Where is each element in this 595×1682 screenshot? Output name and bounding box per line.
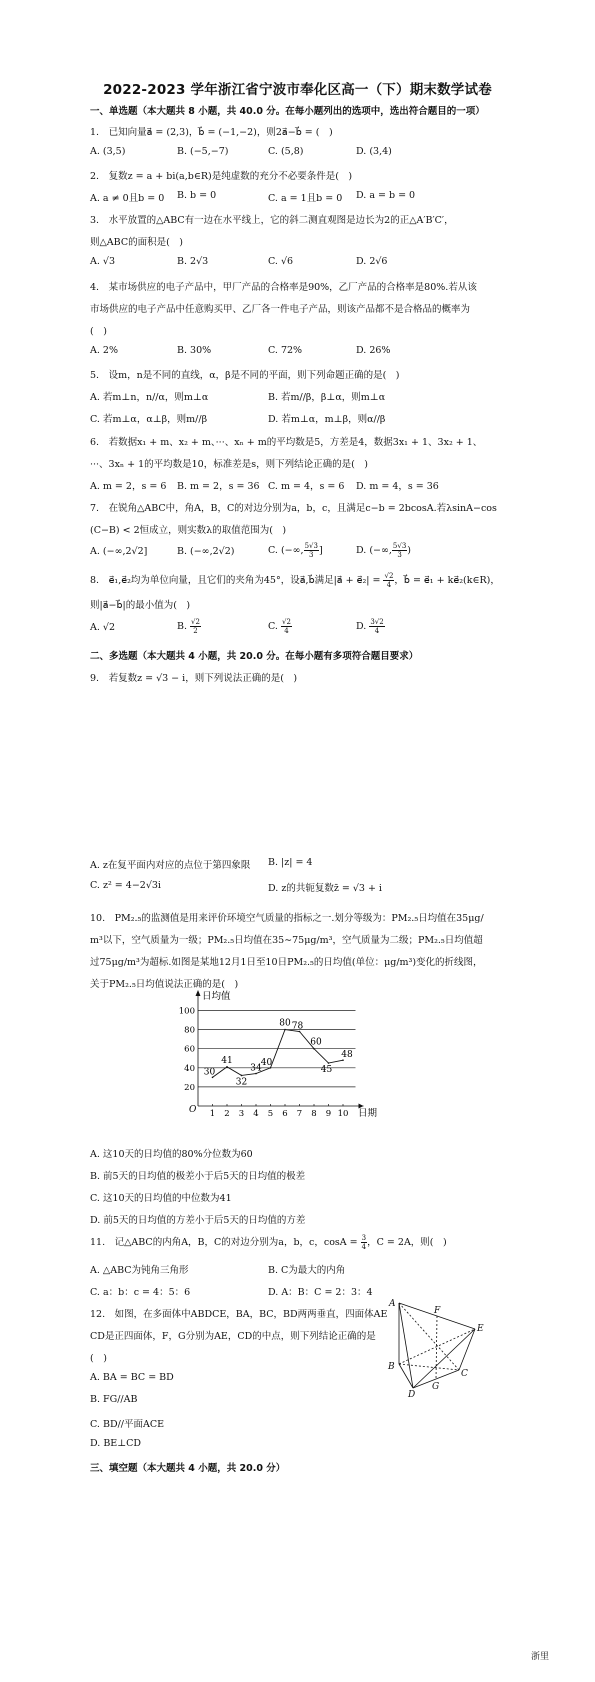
q7-option-c-prefix: C. (−∞, <box>268 545 304 556</box>
y-tick-label: 20 <box>184 1082 195 1093</box>
q11-numerator: 3 <box>361 1234 367 1242</box>
q1-option-d: D. (3,4) <box>356 146 392 157</box>
q8-c-denominator: 4 <box>284 627 289 635</box>
chart-x-axis-label: 日期 <box>358 1108 378 1119</box>
q8-stem-part2: ，b⃗ = e⃗₁ + ke⃗₂(k∈R)， <box>394 575 500 586</box>
chart-data-labels <box>204 1019 353 1088</box>
q8-option-b-fraction <box>190 618 201 635</box>
data-label: 48 <box>341 1050 353 1061</box>
q2-option-b: B. b = 0 <box>177 190 217 201</box>
question-10-stem-line4: 关于PM₂.₅日均值说法正确的是( ) <box>90 979 239 990</box>
y-axis-arrow <box>196 990 201 996</box>
q8-b-numerator: √2 <box>191 618 200 626</box>
q8-option-c-label: C. <box>268 621 278 632</box>
chart-axes <box>196 990 364 1109</box>
data-label: 45 <box>320 1065 333 1076</box>
page-footer: 浙里 <box>530 1652 549 1662</box>
question-12-stem-line3: ( ) <box>90 1353 107 1364</box>
data-label: 60 <box>310 1037 322 1048</box>
question-9-stem: 9. 若复数z = √3 − i，则下列说法正确的是( ) <box>90 673 298 684</box>
question-3-stem-line1: 3. 水平放置的△ABC有一边在水平线上，它的斜二测直观图是边长为2的正△A′B′C′， <box>90 215 454 226</box>
q6-option-c: C. m = 4，s = 6 <box>268 481 345 492</box>
q5-option-a: A. 若m⊥n，n//α，则m⊥α <box>90 392 209 403</box>
q8-b-denominator: 2 <box>193 627 198 635</box>
q1-option-c: C. (5,8) <box>268 146 304 157</box>
vertex-label-e: E <box>477 1324 484 1334</box>
q8-d-denominator: 4 <box>374 627 380 635</box>
question-8-stem-line2: 则|a⃗−b⃗|的最小值为( ) <box>90 600 191 611</box>
q7-option-d-suffix: ) <box>407 545 412 556</box>
q11-stem-part1: 11. 记△ABC的内角A，B，C的对边分别为a，b，c，cosA = <box>90 1237 361 1248</box>
q11-option-d: D. A：B：C = 2：3：4 <box>268 1287 373 1298</box>
q8-stem-numerator: √2 <box>384 572 394 580</box>
q7-option-c-suffix: ] <box>318 545 323 556</box>
q9-option-a: A. z在复平面内对应的点位于第四象限 <box>90 860 251 871</box>
data-label: 32 <box>235 1077 248 1088</box>
y-tick-label: 60 <box>184 1044 195 1055</box>
question-12-stem-line1: 12. 如图，在多面体中ABDCE，BA，BC，BD两两垂直，四面体AE <box>90 1309 388 1320</box>
segment-f-g <box>436 1316 437 1379</box>
data-point <box>226 1066 228 1068</box>
q8-option-d-label: D. <box>356 621 367 632</box>
question-12-stem-line2: CD是正四面体，F，G分别为AE，CD的中点，则下列结论正确的是 <box>90 1331 376 1342</box>
q7-c-denominator: 3 <box>309 551 314 559</box>
question-5-stem: 5. 设m，n是不同的直线，α，β是不同的平面，则下列命题正确的是( ) <box>90 370 400 381</box>
q2-option-d: D. a = b = 0 <box>356 190 416 201</box>
q9-option-d: D. z的共轭复数z̄ = √3 + i <box>268 883 382 894</box>
data-label: 80 <box>279 1018 291 1029</box>
q2-option-a: A. a ≠ 0且b = 0 <box>90 193 165 204</box>
data-label: 41 <box>221 1055 233 1066</box>
q8-option-b <box>177 618 201 635</box>
q8-option-d-fraction <box>369 618 384 635</box>
data-label: 40 <box>260 1057 273 1068</box>
q7-d-denominator: 3 <box>397 551 402 559</box>
q8-stem-denominator: 4 <box>386 581 392 589</box>
question-1-stem: 1. 已知向量a⃗ = (2,3)，b⃗ = (−1,−2)，则2a⃗−b⃗ = ( ) <box>90 127 333 138</box>
q8-option-a: A. √2 <box>90 622 115 633</box>
vertex-label-b: B <box>388 1362 395 1372</box>
vertex-label-a: A <box>389 1299 396 1309</box>
q3-option-b: B. 2√3 <box>177 256 209 267</box>
page-title: 2022-2023 学年浙江省宁波市奉化区高一（下）期末数学试卷 <box>103 82 492 98</box>
section-heading-multiple-choice: 二、多选题（本大题共 4 小题，共 20.0 分。在每小题有多项符合题目要求） <box>90 651 419 662</box>
q2-option-c: C. a = 1且b = 0 <box>268 193 343 204</box>
q11-option-a: A. △ABC为钝角三角形 <box>90 1265 189 1276</box>
chart-y-axis-label: 日均值 <box>202 991 231 1002</box>
q7-option-b: B. (−∞,2√2) <box>177 546 235 557</box>
data-point <box>284 1029 286 1031</box>
data-point <box>328 1062 330 1064</box>
q8-option-d <box>356 618 385 635</box>
vertex-label-c: C <box>461 1369 468 1379</box>
x-tick-label: 9 <box>325 1109 332 1119</box>
q8-option-c <box>268 618 292 635</box>
q5-option-c: C. 若m⊥α，α⊥β，则m//β <box>90 414 208 425</box>
vertex-label-g: G <box>432 1382 440 1392</box>
data-label: 34 <box>250 1063 262 1074</box>
q7-c-numerator: 5√3 <box>304 542 318 550</box>
q10-option-c: C. 这10天的日均值的中位数为41 <box>90 1193 232 1204</box>
chart-origin-label: O <box>189 1105 197 1115</box>
edge-b-c <box>399 1364 459 1370</box>
q12-option-c: C. BD//平面ACE <box>90 1419 165 1430</box>
q5-option-b: B. 若m//β，β⊥α，则m⊥α <box>268 392 386 403</box>
q11-option-b: B. C为最大的内角 <box>268 1265 346 1276</box>
q10-option-a: A. 这10天的日均值的80%分位数为60 <box>90 1149 253 1160</box>
q12-option-d: D. BE⊥CD <box>90 1438 142 1449</box>
data-label: 78 <box>291 1021 304 1032</box>
q1-option-a: A. (3,5) <box>90 146 126 157</box>
question-4-stem-line3: ( ) <box>90 326 107 337</box>
q4-option-c: C. 72% <box>268 345 303 356</box>
q7-option-a: A. (−∞,2√2] <box>90 546 148 557</box>
q7-option-c <box>268 542 323 559</box>
vertex-label-f: F <box>434 1306 441 1316</box>
question-4-stem-line2: 市场供应的电子产品中任意购买甲、乙厂各一件电子产品，则该产品都不是合格品的概率为 <box>90 304 471 315</box>
q8-option-b-label: B. <box>177 621 188 632</box>
question-7-stem-line2: (C−B) < 2恒成立，则实数λ的取值范围为( ) <box>90 525 287 536</box>
x-tick-label: 1 <box>209 1109 216 1119</box>
edge-d-e <box>413 1329 475 1388</box>
y-tick-label: 80 <box>184 1025 195 1036</box>
pm25-line-chart <box>170 988 400 1123</box>
section-heading-fill-in: 三、填空题（本大题共 4 小题，共 20.0 分） <box>90 1463 286 1474</box>
q11-option-c: C. a：b：c = 4：5：6 <box>90 1287 191 1298</box>
q7-option-d <box>356 542 411 559</box>
q12-option-b: B. FG//AB <box>90 1394 138 1405</box>
q6-option-d: D. m = 4，s = 36 <box>356 481 439 492</box>
question-6-stem-line2: ···、3xₙ + 1的平均数是10，标准差是s，则下列结论正确的是( ) <box>90 459 368 470</box>
question-8-stem-line1 <box>90 572 500 589</box>
question-6-stem-line1: 6. 若数据x₁ + m、x₂ + m、···、xₙ + m的平均数是5，方差是4，数据3x₁ + 1、3x₂ + 1、 <box>90 437 483 448</box>
q11-stem-part2: ，C = 2A，则( ) <box>367 1237 447 1248</box>
question-10-stem-line3: 过75μg/m³为超标.如图是某地12月1日至10日PM₂.₅的日均值(单位：μg/m³)变化的折线图， <box>90 957 483 968</box>
q8-stem-part1: 8. e⃗₁,e⃗₂均为单位向量，且它们的夹角为45°，设a⃗,b⃗满足|a⃗ + e⃗₂| = <box>90 575 384 586</box>
q3-option-a: A. √3 <box>90 256 115 267</box>
question-2-stem: 2. 复数z = a + bi(a,b∈R)是纯虚数的充分不必要条件是( ) <box>90 171 353 182</box>
q3-option-d: D. 2√6 <box>356 256 388 267</box>
q7-option-d-fraction <box>392 542 407 559</box>
q9-option-c: C. z² = 4−2√3i <box>90 880 161 891</box>
question-11-stem <box>90 1234 447 1251</box>
question-10-stem-line1: 10. PM₂.₅的监测值是用来评价环境空气质量的指标之一.划分等级为：PM₂.₅日均值在35μg/ <box>90 913 484 924</box>
q11-denominator: 4 <box>361 1243 367 1251</box>
polyhedron-figure <box>385 1298 495 1398</box>
x-tick-label: 3 <box>238 1109 245 1119</box>
x-tick-label: 8 <box>311 1109 317 1119</box>
q8-c-numerator: √2 <box>281 618 291 626</box>
question-3-stem-line2: 则△ABC的面积是( ) <box>90 237 184 248</box>
x-tick-label: 4 <box>253 1109 259 1119</box>
q12-option-a: A. BA = BC = BD <box>90 1372 174 1383</box>
x-tick-label: 7 <box>296 1109 303 1119</box>
q4-option-d: D. 26% <box>356 345 391 356</box>
question-4-stem-line1: 4. 某市场供应的电子产品中，甲厂产品的合格率是90%，乙厂产品的合格率是80%.若从该 <box>90 282 477 293</box>
q4-option-b: B. 30% <box>177 345 212 356</box>
x-tick-label: 6 <box>282 1109 288 1119</box>
q8-stem-fraction <box>383 572 394 589</box>
q7-option-d-prefix: D. (−∞, <box>356 545 392 556</box>
data-label: 30 <box>203 1067 216 1078</box>
q4-option-a: A. 2% <box>90 345 118 356</box>
y-tick-label: 100 <box>178 1006 195 1017</box>
data-point <box>241 1075 243 1077</box>
chart-grid <box>198 1011 356 1087</box>
q7-d-numerator: 5√3 <box>392 542 407 550</box>
y-tick-label: 40 <box>184 1063 195 1074</box>
x-tick-label: 2 <box>224 1109 230 1119</box>
vertex-label-d: D <box>408 1390 416 1398</box>
q10-option-b: B. 前5天的日均值的极差小于后5天的日均值的极差 <box>90 1171 306 1182</box>
x-tick-label: 10 <box>337 1109 349 1119</box>
q6-option-b: B. m = 2，s = 36 <box>177 481 260 492</box>
q8-d-numerator: 3√2 <box>370 618 384 626</box>
q7-option-c-fraction <box>304 542 319 559</box>
data-point <box>313 1048 315 1050</box>
q9-option-b: B. |z| = 4 <box>268 857 313 868</box>
q1-option-b: B. (−5,−7) <box>177 146 229 157</box>
question-7-stem-line1: 7. 在锐角△ABC中，角A，B，C的对边分别为a，b，c，且满足c−b = 2bcosA.若λsinA−cos <box>90 503 497 514</box>
question-10-stem-line2: m³以下，空气质量为一级；PM₂.₅日均值在35∼75μg/m³，空气质量为二级；PM₂.₅日均值超 <box>90 935 483 946</box>
q6-option-a: A. m = 2，s = 6 <box>90 481 167 492</box>
q3-option-c: C. √6 <box>268 256 294 267</box>
q10-option-d: D. 前5天的日均值的方差小于后5天的日均值的方差 <box>90 1215 306 1226</box>
q8-option-c-fraction <box>281 618 292 635</box>
x-tick-label: 5 <box>267 1109 274 1119</box>
section-heading-single-choice: 一、单选题（本大题共 8 小题，共 40.0 分。在每小题列出的选项中，选出符合题目的一项） <box>90 106 485 117</box>
q5-option-d: D. 若m⊥α，m⊥β，则α//β <box>268 414 386 425</box>
